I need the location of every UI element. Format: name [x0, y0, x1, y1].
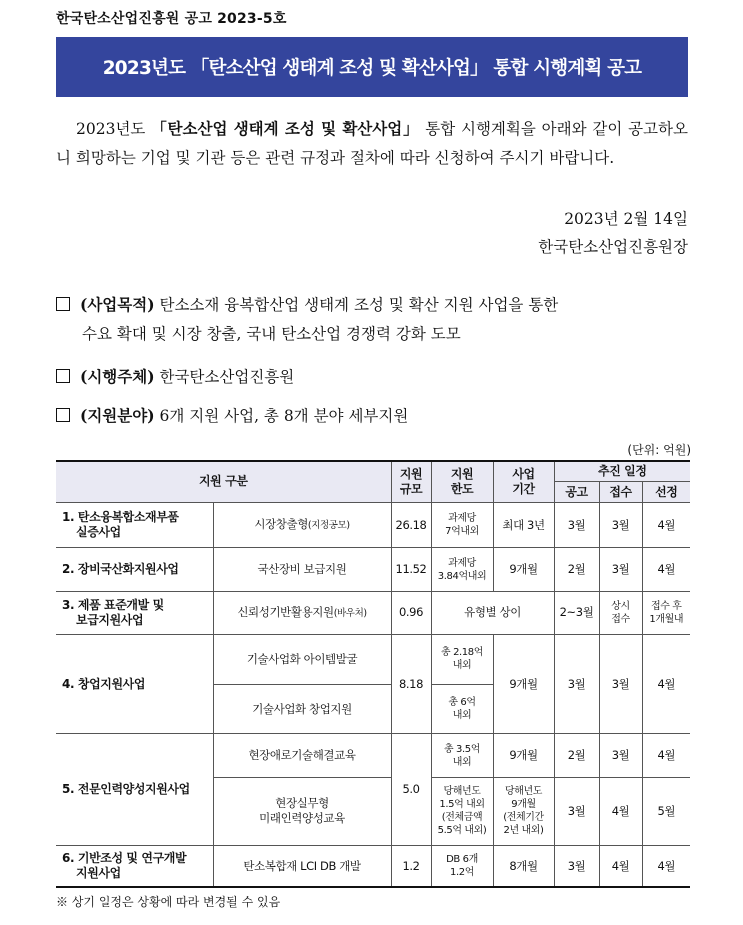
- support-limit: DB 6개 1.2억: [431, 846, 493, 887]
- header-schedule: 추진 일정: [554, 461, 690, 482]
- selection-month: 접수 후 1개월내: [642, 591, 690, 634]
- section-fields: [56, 401, 692, 431]
- header-receipt: 접수: [599, 482, 642, 503]
- intro-post: 통합 시행계획을 아래와 같이 공고하오니 희망하는 기업 및 기관 등은 관련 규정과 절차에 따라 신청하여 주시기 바랍니다.: [56, 120, 688, 167]
- program-name: 6. 기반조성 및 연구개발 지원사업: [56, 846, 213, 887]
- intro-paragraph: [56, 114, 688, 173]
- support-limit: 과제당 3.84억내외: [431, 548, 493, 591]
- sub-program: 신뢰성기반활용지원(바우처): [213, 591, 391, 634]
- section-fields-head: (지원분야): [80, 406, 155, 425]
- receipt-month: 3월: [599, 635, 642, 734]
- support-scale: 26.18: [391, 502, 431, 547]
- project-period: 9개월: [493, 734, 554, 777]
- support-limit: 유형별 상이: [431, 591, 554, 634]
- sub-program: 탄소복합재 LCI DB 개발: [213, 846, 391, 887]
- notice-month: 3월: [554, 635, 599, 734]
- selection-month: 4월: [642, 635, 690, 734]
- page-title: 2023년도 「탄소산업 생태계 조성 및 확산사업」 통합 시행계획 공고: [102, 58, 642, 79]
- notice-month: 2~3월: [554, 591, 599, 634]
- footnote: ※ 상기 일정은 상황에 따라 변경될 수 있음: [56, 895, 281, 909]
- support-scale: 0.96: [391, 591, 431, 634]
- support-limit: 당해년도 1.5억 내외 (전체금액 5.5억 내외): [431, 777, 493, 845]
- receipt-month: 3월: [599, 734, 642, 777]
- sub-program: 현장애로기술해결교육: [213, 734, 391, 777]
- support-limit: 총 2.18억 내외: [431, 635, 493, 685]
- selection-month: 4월: [642, 734, 690, 777]
- support-plan-table: [56, 460, 690, 888]
- header-limit: 지원 한도: [431, 461, 493, 502]
- table-row: [56, 502, 690, 547]
- header-scale: 지원 규모: [391, 461, 431, 502]
- receipt-month: 3월: [599, 502, 642, 547]
- sub-program: 기술사업화 창업지원: [213, 684, 391, 734]
- header-division: 지원 구분: [56, 461, 391, 502]
- selection-month: 4월: [642, 846, 690, 887]
- document-number: 한국탄소산업진흥원 공고 2023-5호: [56, 11, 287, 27]
- program-name: 5. 전문인력양성지원사업: [56, 734, 213, 846]
- announcement-date: 2023년 2월 14일: [564, 210, 688, 228]
- support-scale: 8.18: [391, 635, 431, 734]
- section-fields-line1: 6개 지원 사업, 총 8개 분야 세부지원: [154, 407, 409, 425]
- project-period: 당해년도 9개월 (전체기간 2년 내외): [493, 777, 554, 845]
- checkbox-square-icon: [56, 408, 70, 422]
- program-name: 2. 장비국산화지원사업: [56, 548, 213, 591]
- section-executor-head: (시행주체): [80, 367, 155, 386]
- header-period: 사업 기간: [493, 461, 554, 502]
- notice-month: 3월: [554, 846, 599, 887]
- signer: 한국탄소산업진흥원장: [538, 238, 688, 256]
- table-row: [56, 846, 690, 887]
- selection-month: 4월: [642, 502, 690, 547]
- support-scale: 1.2: [391, 846, 431, 887]
- support-scale: 5.0: [391, 734, 431, 846]
- project-period: 8개월: [493, 846, 554, 887]
- support-scale: 11.52: [391, 548, 431, 591]
- receipt-month: 상시 접수: [599, 591, 642, 634]
- receipt-month: 4월: [599, 777, 642, 845]
- support-limit: 총 6억 내외: [431, 684, 493, 734]
- sub-program: 시장창출형(지정공모): [213, 502, 391, 547]
- header-notice: 공고: [554, 482, 599, 503]
- project-period: 9개월: [493, 548, 554, 591]
- checkbox-square-icon: [56, 297, 70, 311]
- title-banner: [56, 37, 688, 97]
- table-header-row: [56, 461, 690, 482]
- intro-pre: 2023년도: [76, 120, 152, 138]
- section-purpose-line2: 수요 확대 및 시장 창출, 국내 탄소산업 경쟁력 강화 도모: [82, 325, 461, 343]
- header-selection: 선정: [642, 482, 690, 503]
- notice-month: 3월: [554, 502, 599, 547]
- table-row: [56, 734, 690, 777]
- program-name: 4. 창업지원사업: [56, 635, 213, 734]
- program-name: 1. 탄소융복합소재부품 실증사업: [56, 502, 213, 547]
- notice-month: 2월: [554, 734, 599, 777]
- selection-month: 5월: [642, 777, 690, 845]
- table-row: [56, 591, 690, 634]
- notice-month: 3월: [554, 777, 599, 845]
- sub-program: 기술사업화 아이템발굴: [213, 635, 391, 685]
- section-purpose-line1: 탄소소재 융복합산업 생태계 조성 및 확산 지원 사업을 통한: [154, 296, 559, 314]
- support-limit: 총 3.5억 내외: [431, 734, 493, 777]
- notice-month: 2월: [554, 548, 599, 591]
- section-executor-line1: 한국탄소산업진흥원: [154, 368, 295, 386]
- section-purpose: [56, 290, 692, 349]
- sub-program: 현장실무형 미래인력양성교육: [213, 777, 391, 845]
- project-period: 9개월: [493, 635, 554, 734]
- checkbox-square-icon: [56, 369, 70, 383]
- program-name: 3. 제품 표준개발 및 보급지원사업: [56, 591, 213, 634]
- section-purpose-head: (사업목적): [80, 295, 155, 314]
- unit-note: (단위: 억원): [627, 443, 691, 457]
- table-row: [56, 548, 690, 591]
- intro-program-name: 「탄소산업 생태계 조성 및 확산사업」: [151, 119, 420, 138]
- support-limit: 과제당 7억내외: [431, 502, 493, 547]
- project-period: 최대 3년: [493, 502, 554, 547]
- receipt-month: 4월: [599, 846, 642, 887]
- sub-program: 국산장비 보급지원: [213, 548, 391, 591]
- receipt-month: 3월: [599, 548, 642, 591]
- table-row: [56, 635, 690, 685]
- section-executor: [56, 362, 692, 392]
- selection-month: 4월: [642, 548, 690, 591]
